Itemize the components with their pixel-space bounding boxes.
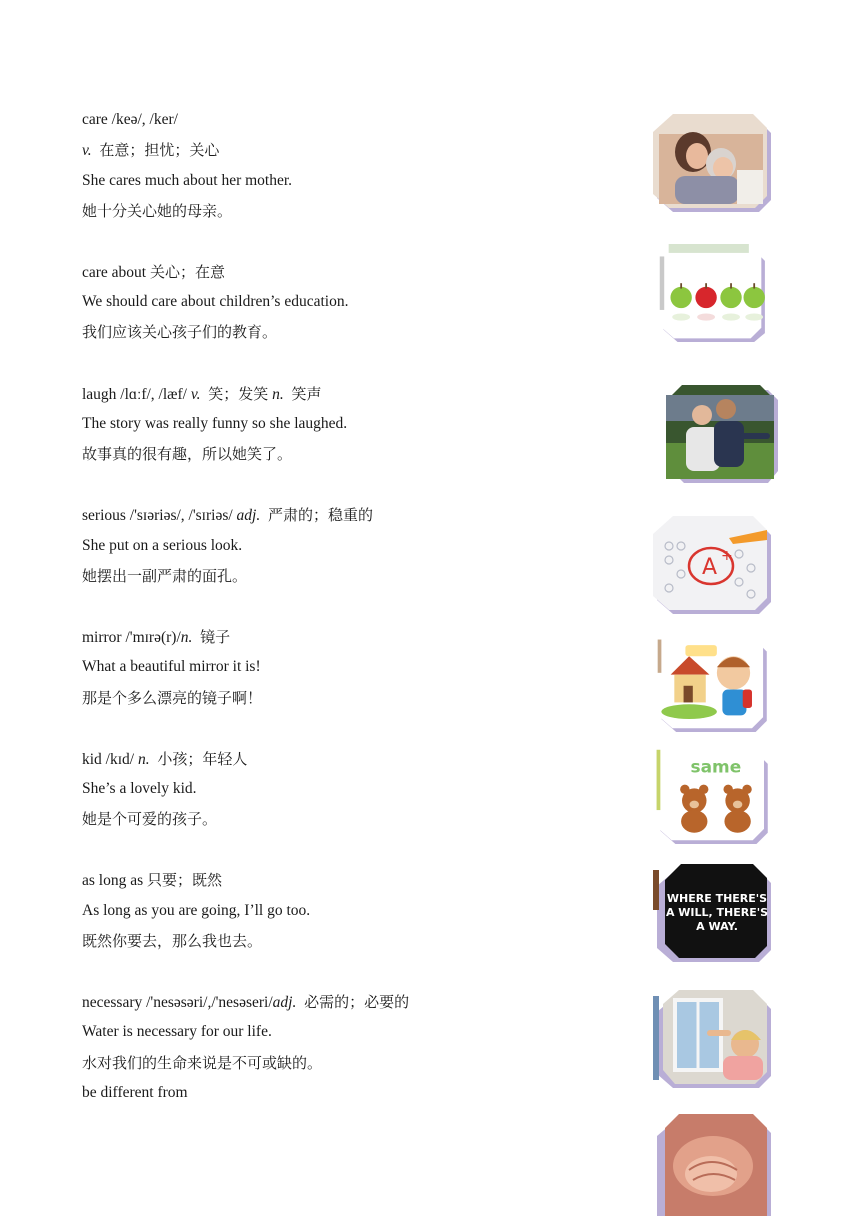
holding-hands-photo bbox=[653, 1114, 777, 1216]
entry-1-example-en: She cares much about her mother. bbox=[82, 172, 293, 189]
entry-8-headword: necessary /'nesəsəri/,/'nesəseri/adj. 必需的；必要的 bbox=[82, 993, 410, 1011]
entry-4-example-en: She put on a serious look. bbox=[82, 537, 243, 554]
svg-text:A: A bbox=[702, 555, 718, 580]
apples-row-photo bbox=[653, 244, 777, 342]
entry-5-headword: mirror /'mɪrə(r)/n. 镜子 bbox=[82, 628, 231, 646]
entry-6-headword: kid /kɪd/ n. 小孩；年轻人 bbox=[82, 750, 248, 768]
will-way-quote bbox=[653, 864, 777, 962]
graded-test-a-plus-photo bbox=[653, 516, 777, 614]
entry-3-headword: laugh /lɑːf/, /læf/ v. 笑；发笑 n. 笑声 bbox=[82, 385, 322, 403]
mother-daughter-hug-photo bbox=[653, 114, 777, 212]
entry-1-definition: v. 在意；担忧；关心 bbox=[82, 141, 220, 159]
entry-7-example-en: As long as you are going, I’ll go too. bbox=[82, 902, 311, 919]
quote-line-3: A WAY. bbox=[696, 920, 738, 933]
entry-2-headword: care about 关心；在意 bbox=[82, 263, 226, 281]
same-caption: same bbox=[690, 756, 742, 777]
entry-8-example-en: Water is necessary for our life. bbox=[82, 1023, 272, 1040]
entry-6-example-cn: 她是个可爱的孩子。 bbox=[82, 810, 218, 828]
entry-4-headword: serious /'sɪəriəs/, /'sɪriəs/ adj. 严肃的；稳重的 bbox=[82, 506, 373, 524]
child-at-window-photo bbox=[653, 990, 777, 1088]
entry-1-headword: care /keə/, /ker/ bbox=[82, 111, 178, 128]
entry-7-headword: as long as 只要；既然 bbox=[82, 871, 223, 889]
entry-2-example-cn: 我们应该关心孩子们的教育。 bbox=[82, 323, 278, 341]
entry-1-example-cn: 她十分关心她的母亲。 bbox=[82, 202, 233, 220]
entry-6-example-en: She’s a lovely kid. bbox=[82, 780, 197, 797]
coach-and-player-photo bbox=[664, 385, 778, 483]
same-teddy-bears bbox=[653, 746, 777, 844]
entry-7-example-cn: 既然你要去，那么我也去。 bbox=[82, 932, 263, 950]
entry-8-example-cn: 水对我们的生命来说是不可或缺的。 bbox=[82, 1054, 323, 1072]
entry-3-example-cn: 故事真的很有趣，所以她笑了。 bbox=[82, 445, 293, 463]
quote-line-2: A WILL, THERE'S bbox=[665, 906, 769, 919]
trailing-phrase: be different from bbox=[82, 1084, 188, 1101]
entry-5-example-en: What a beautiful mirror it is! bbox=[82, 658, 261, 675]
school-kid-cartoon bbox=[653, 634, 777, 732]
entry-3-example-en: The story was really funny so she laughed. bbox=[82, 415, 348, 432]
entry-2-example-en: We should care about children’s education. bbox=[82, 293, 349, 310]
entry-4-example-cn: 她摆出一副严肃的面孔。 bbox=[82, 567, 248, 585]
quote-line-1: WHERE THERE'S bbox=[666, 892, 768, 905]
entry-5-example-cn: 那是个多么漂亮的镜子啊！ bbox=[82, 689, 263, 707]
svg-text:+: + bbox=[721, 548, 733, 564]
